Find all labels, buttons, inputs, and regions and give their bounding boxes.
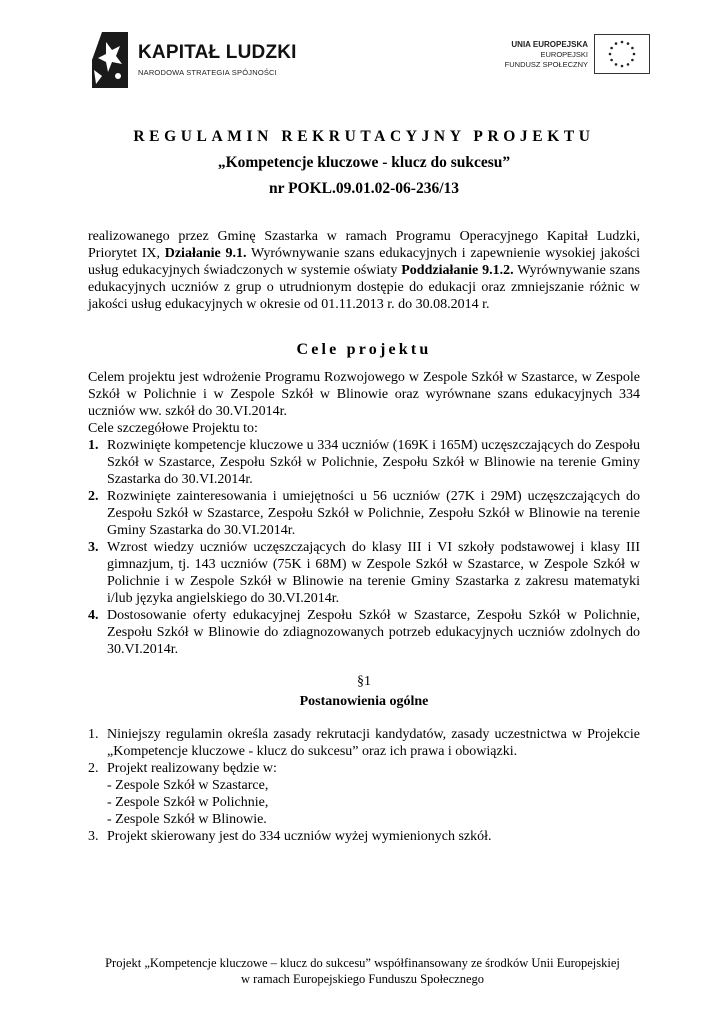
goals-heading: Cele projektu (296, 341, 432, 358)
rule-number: 3. (88, 829, 99, 844)
section-mark: §1 (357, 674, 371, 689)
school-item: - Zespole Szkół w Szastarce, (107, 778, 269, 793)
goal-item (88, 539, 640, 607)
goal-text: Dostosowanie oferty edukacyjnej Zespołu Szkół w Szastarce, Zespołu Szkół w Polichnie, Zespołu Szkół w Blinowie do zdiagnozowanych potrzeb edukacyjnych uczniów zdolnych do 30.VI.2014r. (107, 608, 640, 657)
kapital-ludzki-emblem-icon (88, 30, 132, 90)
rule-item (88, 828, 640, 845)
intro-text-3: Wyrównywanie szans edukacyjnych uczniów z grup o utrudnionym dostępie do edukacji oraz zmniejszanie różnic w jakości usług edukacyjnych w okresie od 01.11.2013 r. do 30.08.2014 r. (88, 263, 640, 312)
kapital-ludzki-title: KAPITAŁ LUDZKI (138, 42, 297, 63)
eu-line-2: EUROPEJSKI (540, 50, 588, 59)
goal-text: Rozwinięte kompetencje kluczowe u 334 uczniów (169K i 165M) uczęszczających do Zespołu Szkół w Szastarce, Zespołu Szkół w Polichnie, Zespołu Szkół w Blinowie na terenie Gminy Szastarka do 30.VI.2014r. (107, 438, 640, 487)
goal-number: 3. (88, 540, 99, 555)
rule-item (88, 726, 640, 760)
eu-logo (490, 34, 650, 84)
kapital-ludzki-subtitle: NARODOWA STRATEGIA SPÓJNOŚCI (138, 68, 277, 77)
rule-number: 2. (88, 761, 99, 776)
document-body (88, 120, 640, 845)
rule-number: 1. (88, 727, 99, 742)
rule-text: Niniejszy regulamin określa zasady rekrutacji kandydatów, zasady uczestnictwa w Projekcie „Kompetencje kluczowe - klucz do sukcesu” oraz ich prawa i obowiązki. (107, 727, 640, 759)
intro-text-2: Wyrównywanie szans edukacyjnych i zapewnienie wysokiej jakości usług edukacyjnych świadczonych w systemie oświaty (88, 246, 641, 278)
intro-text-1: realizowanego przez Gminę Szastarka w ramach Programu Operacyjnego Kapitał Ludzki, Priorytet IX, (88, 229, 640, 261)
school-item: - Zespole Szkół w Polichnie, (107, 795, 269, 810)
intro-bold-1: Działanie 9.1. (164, 246, 247, 261)
goal-number: 4. (88, 608, 99, 623)
goals-sub-intro: Cele szczegółowe Projektu to: (88, 421, 258, 436)
eu-line-1: UNIA EUROPEJSKA (511, 40, 588, 49)
goal-text: Rozwinięte zainteresowania i umiejętności u 56 uczniów (27K i 29M) uczęszczających do Zespołu Szkół w Szastarce, Zespołu Szkół w Polichnie, Zespołu Szkół w Blinowie na terenie Gminy Szastarka do 30.VI.2014r. (107, 489, 640, 538)
footer-line-1: Projekt „Kompetencje kluczowe – klucz do sukcesu” współfinansowany ze środków Unii Europejskiej (105, 956, 620, 970)
project-name: „Kompetencje kluczowe - klucz do sukcesu” (217, 154, 511, 171)
footer-line-2: w ramach Europejskiego Funduszu Społecznego (241, 972, 484, 986)
goal-number: 1. (88, 438, 99, 453)
intro-bold-2: Poddziałanie 9.1.2. (401, 263, 514, 278)
eu-text (505, 40, 588, 70)
goals-intro: Celem projektu jest wdrożenie Programu Rozwojowego w Zespole Szkół w Szastarce, w Zespole Szkół w Polichnie i w Zespole Szkół w Blinowie oraz wyrównane szans edukacyjnych 334 uczniów ww. szkół do 30.VI.2014r. (88, 370, 640, 419)
intro-paragraph (88, 228, 640, 313)
goal-number: 2. (88, 489, 99, 504)
goal-item (88, 437, 640, 488)
project-number: nr POKL.09.01.02-06-236/13 (268, 180, 460, 197)
eu-line-3: FUNDUSZ SPOŁECZNY (504, 60, 588, 69)
goal-item (88, 607, 640, 658)
document-title: REGULAMIN REKRUTACYJNY PROJEKTU (133, 128, 595, 145)
rule-text: Projekt skierowany jest do 334 uczniów wyżej wymienionych szkół. (107, 829, 492, 844)
rules-list (88, 726, 640, 845)
eu-flag-icon (594, 34, 650, 74)
page-footer (60, 955, 665, 987)
section-title: Postanowienia ogólne (299, 694, 429, 709)
school-item: - Zespole Szkół w Blinowie. (107, 812, 267, 827)
rule-text: Projekt realizowany będzie w: (107, 761, 277, 776)
page-header (0, 22, 725, 102)
kapital-ludzki-logo (88, 30, 297, 94)
goals-list (88, 437, 640, 658)
rule-item (88, 760, 640, 828)
goal-text: Wzrost wiedzy uczniów uczęszczających do klasy III i VI szkoły podstawowej i klasy III gimnazjum, tj. 143 uczniów (75K i 68M) w Zespole Szkół w Szastarce, w Zespole Szkół w Polichnie i w Zespole Szkół w Blinowie na terenie Gminy Szastarka z zakresu matematyki i/lub języka angielskiego do 30.VI.2014r. (107, 540, 640, 606)
goal-item (88, 488, 640, 539)
